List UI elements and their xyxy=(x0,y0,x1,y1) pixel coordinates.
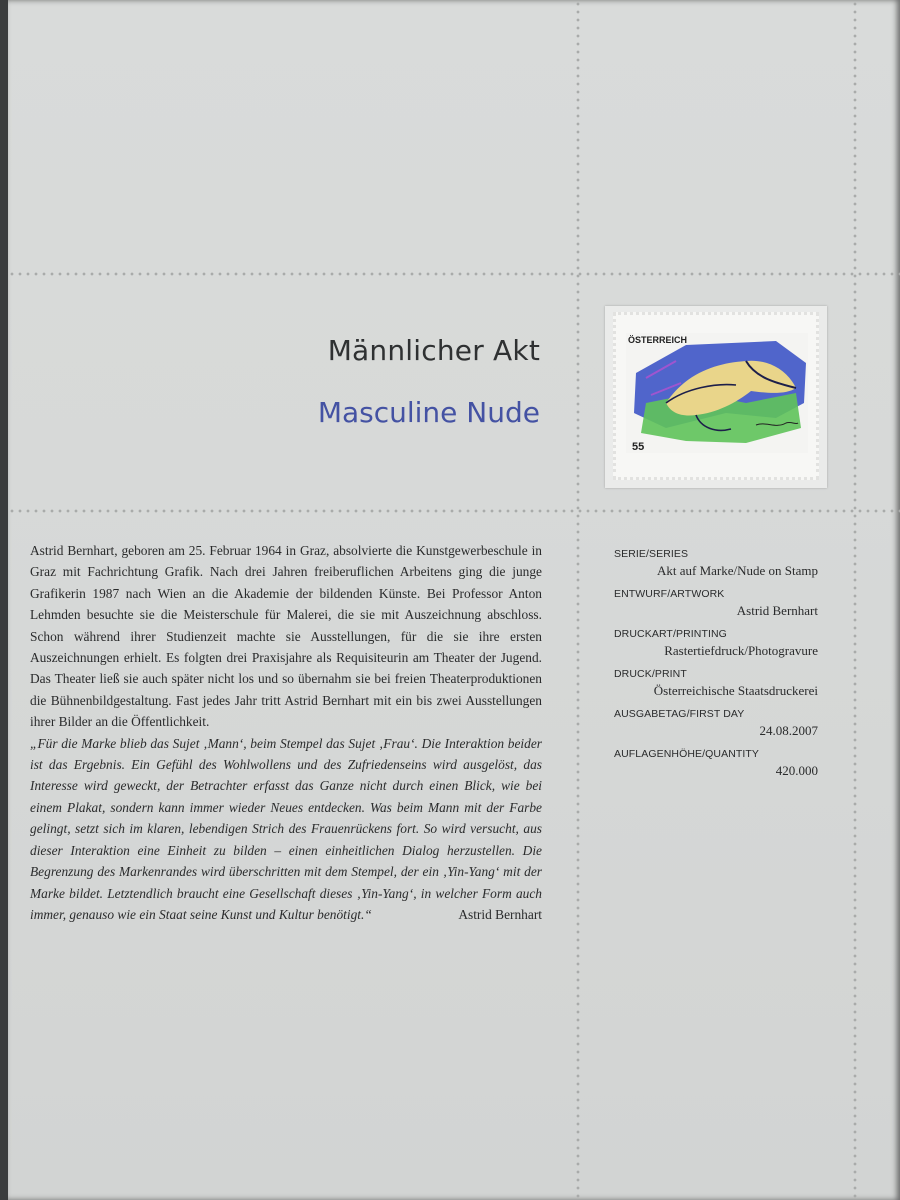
perforation-line-middle xyxy=(8,509,900,513)
title-german: Männlicher Akt xyxy=(327,334,540,367)
detail-value-artwork: Astrid Bernhart xyxy=(736,603,818,618)
detail-label-artwork: ENTWURF/ARTWORK xyxy=(614,588,725,600)
stamp-mount xyxy=(605,306,827,488)
artist-quote xyxy=(30,733,542,926)
detail-value-quantity: 420.000 xyxy=(775,763,818,778)
detail-value-printing: Rastertiefdruck/Photogravure xyxy=(664,643,818,658)
detail-value-print: Österreichische Staatsdruckerei xyxy=(653,683,818,698)
biography-text: Astrid Bernhart, geboren am 25. Februar 1964 in Graz, absolvierte die Kunstgewerbeschule in Graz mit Fachrichtung Grafik. Nach drei Jahren freiberuflichen Arbeitens ging die junge Grafikerin 1987 nach Wien an die Akademie der bildenden Künste. Bei Professor Anton Lehmden besuchte sie die Meisterschule für Malerei, die sie mit Auszeichnung abschloss. Schon während ihrer Studienzeit machte sie Ausstellungen, für die sie ihre ersten Auszeichnungen erhielt. Es folgten drei Praxisjahre als Requisiteurin am Theater der Jugend. Das Theater ließ sie auch später nicht los und so übernahm sie bei freien Theaterproduktionen die Bühnenbildgestaltung. Fast jedes Jahr tritt Astrid Bernhart mit ein bis zwei Ausstellungen ihrer Bilder an die Öffentlichkeit. xyxy=(30,543,542,730)
detail-label-printing: DRUCKART/PRINTING xyxy=(614,628,727,640)
perforation-line-top xyxy=(8,272,900,276)
nude-painting-image xyxy=(626,333,808,453)
detail-label-quantity: AUFLAGENHÖHE/QUANTITY xyxy=(614,748,760,760)
title-english: Masculine Nude xyxy=(317,396,540,429)
stamp-details xyxy=(614,547,818,787)
stamp-artwork xyxy=(626,333,808,453)
quote-author: Astrid Bernhart xyxy=(458,906,542,922)
perforation-line-right xyxy=(853,0,857,1200)
detail-label-first-day: AUSGABETAG/FIRST DAY xyxy=(614,708,745,720)
perforation-line-left xyxy=(576,0,580,1200)
stamp-country: ÖSTERREICH xyxy=(628,335,688,345)
biography-section xyxy=(30,540,542,925)
detail-label-print: DRUCK/PRINT xyxy=(614,668,687,680)
stamp-value: 55 xyxy=(632,441,645,453)
detail-value-first-day: 24.08.2007 xyxy=(759,723,818,738)
detail-label-series: SERIE/SERIES xyxy=(614,548,689,560)
artist-quote-text: „Für die Marke blieb das Sujet ‚Mann‘, beim Stempel das Sujet ‚Frau‘. Die Interaktion beider ist das Ergebnis. Ein Gefühl des Wohlwollens und des Zufriedenseins wird ausgelöst, das Interesse wird geweckt, der Betrachter erfasst das Ganze nicht durch einen Blick, wie bei einem Plakat, sondern kann immer wieder Neues entdecken. Was beim Mann mit der Farbe gelingt, setzt sich im klaren, lebendigen Strich des Frauenrückens fort. So wird versucht, aus dieser Interaktion eine Einheit zu bilden – einen einheitlichen Dialog herzustellen. Die Begrenzung des Markenrandes wird überschritten mit dem Stempel, der ein ‚Yin-Yang‘ mit der Marke bildet. Letztendlich braucht eine Gesellschaft dieses ‚Yin-Yang‘, in welcher Form auch immer, genauso wie ein Staat seine Kunst und Kultur benötigt.“ xyxy=(30,735,542,922)
stamp xyxy=(613,312,819,480)
detail-value-series: Akt auf Marke/Nude on Stamp xyxy=(656,563,818,578)
